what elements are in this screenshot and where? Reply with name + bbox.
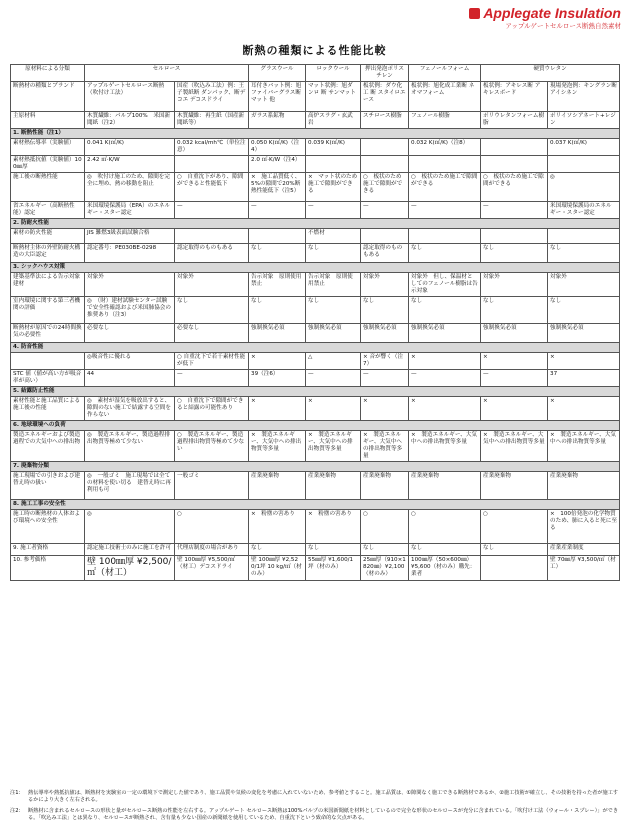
header-cell: 押出発泡ポリスチレン xyxy=(361,65,409,82)
table-cell: 産業廃棄物 xyxy=(361,472,409,500)
header-cell: マット状例：旭ダンロ 断 サンマット xyxy=(306,82,361,112)
section-row xyxy=(11,343,620,353)
table-cell: フェノール樹脂 xyxy=(409,112,481,129)
footnote xyxy=(10,808,619,822)
table-row xyxy=(11,370,620,387)
table-cell: 壁 100㎜厚 ¥5,500/㎡（材工）デコスドライ xyxy=(175,556,249,581)
table-cell: ○ 板状のため施工で隙間ができる xyxy=(409,173,481,202)
section-heading: 5. 結露防止性能 xyxy=(11,387,620,397)
header-row xyxy=(11,65,620,82)
table-row xyxy=(11,556,620,581)
section-heading: 7. 廃棄物分類 xyxy=(11,462,620,472)
table-cell: 米国環境保護局（EPA）のエネルギー・スター認定 xyxy=(85,202,175,219)
table-cell xyxy=(361,229,409,244)
table-cell: × xyxy=(481,397,548,421)
row-label: 施工現場での引きおよび建替え時の扱い xyxy=(11,472,85,500)
table-cell: × 施工品質低く、5%の隙間で20%断熱性能低下（注5） xyxy=(249,173,306,202)
header-cell: 板状例：アキレス断 アキレスボード xyxy=(481,82,548,112)
table-cell: 対象外 xyxy=(481,273,548,297)
table-cell: — xyxy=(361,370,409,387)
row-label xyxy=(11,353,85,370)
table-cell: ○ xyxy=(175,510,249,544)
table-cell: 高炉スラグ・玄武岩 xyxy=(306,112,361,129)
table-cell: 0.037 K(㎡/K) xyxy=(548,139,620,156)
table-cell: なし xyxy=(481,244,548,263)
table-row xyxy=(11,139,620,156)
table-cell: 強制換気必須 xyxy=(481,324,548,343)
table-cell: × xyxy=(548,353,620,370)
table-cell: — xyxy=(175,202,249,219)
table-cell: ◎ （財）建材試験センター試験で安全性確認および米国肺協会の推奨あり（注3） xyxy=(85,297,175,324)
header-cell: 現場発泡例：キングラン断 アイシネン xyxy=(548,82,620,112)
table-cell: ○ 板状のため施工で隙間ができる xyxy=(361,173,409,202)
table-cell: 対象外 但し、保温材としてのフェノール樹脂は告示対象 xyxy=(409,273,481,297)
table-cell: なし xyxy=(409,544,481,556)
row-label: 施工後の断熱性能 xyxy=(11,173,85,202)
table-cell: なし xyxy=(306,244,361,263)
table-cell: × 粉塵の害あり xyxy=(249,510,306,544)
table-cell: × xyxy=(409,397,481,421)
table-cell: ◎ xyxy=(85,510,175,544)
table-cell: — xyxy=(306,370,361,387)
brand-row xyxy=(11,82,620,112)
table-cell: 0.039 K(㎡/K) xyxy=(306,139,361,156)
table-cell: 告示対象 原則使用禁止 xyxy=(249,273,306,297)
header-cell: 原材料による分類 xyxy=(11,65,85,82)
table-cell: × 製造エネルギー、大気中への排出物質等多量 xyxy=(361,431,409,462)
row-label: 省エネルギー（高断熱性能）認定 xyxy=(11,202,85,219)
table-cell: 44 xyxy=(85,370,175,387)
table-cell: なし xyxy=(249,544,306,556)
table-cell xyxy=(481,229,548,244)
section-heading: 2. 防耐火性能 xyxy=(11,219,620,229)
brand-name: Applegate Insulation xyxy=(483,5,621,21)
footnote-text: 熱伝導率や熱抵抗値は、断熱材を実験室の一定の環境下で測定した値であり、施工品質や気候の変化を考慮に入れていないため、参考値とすること。施工品質は、①隙間なく施工できる断熱材であるか、②施工技術が確立し、その技術を持った者が施工するかにより大きく左右される。 xyxy=(28,790,619,803)
section-heading: 3. シックハウス対策 xyxy=(11,263,620,273)
header-cell: グラスウール xyxy=(249,65,306,82)
section-row xyxy=(11,500,620,510)
table-row xyxy=(11,244,620,263)
table-cell: △ xyxy=(306,353,361,370)
page-title: 断熱の種類による性能比較 xyxy=(242,44,387,57)
table-cell: × xyxy=(306,397,361,421)
table-cell: 強制換気必須 xyxy=(548,324,620,343)
table-row xyxy=(11,353,620,370)
table-row xyxy=(11,202,620,219)
table-cell: 2.42 ㎡·K/W xyxy=(85,156,175,173)
table-cell: 25㎜厚（910×1820㎜）¥2,100（材のみ） xyxy=(361,556,409,581)
table-cell: 0.050 K(㎡/K)（注4） xyxy=(249,139,306,156)
comparison-table xyxy=(10,64,620,581)
section-heading: 6. 地球環境への負荷 xyxy=(11,421,620,431)
table-cell: 木質繊維：再生紙（国産新聞紙等） xyxy=(175,112,249,129)
table-cell: ○ 自重沈下があり、隙間ができると性能低下 xyxy=(175,173,249,202)
row-label: 室内環境に関する第三者機関の評価 xyxy=(11,297,85,324)
table-cell: ○ 自重沈下で若干素材性能が低下 xyxy=(175,353,249,370)
table-cell: 対象外 xyxy=(361,273,409,297)
table-cell: 一般ゴミ xyxy=(175,472,249,500)
table-cell: 強制換気必須 xyxy=(409,324,481,343)
table-cell: ○ xyxy=(481,510,548,544)
table-cell xyxy=(409,229,481,244)
row-label: 建築基準法による告示対象建材 xyxy=(11,273,85,297)
table-cell: 壁 70㎜厚 ¥3,500/㎡（材工） xyxy=(548,556,620,581)
table-cell: 強制換気必須 xyxy=(249,324,306,343)
table-row xyxy=(11,112,620,129)
table-cell: × xyxy=(249,353,306,370)
table-cell: なし xyxy=(361,297,409,324)
section-row xyxy=(11,387,620,397)
table-cell xyxy=(361,156,409,173)
table-cell xyxy=(409,156,481,173)
table-cell: 55㎜厚 ¥1,600/1坪（材のみ） xyxy=(306,556,361,581)
table-cell: 産業廃棄物 xyxy=(548,472,620,500)
header-cell: 硬質ウレタン xyxy=(481,65,620,82)
footnote xyxy=(10,790,619,804)
table-cell: × 製造エネルギー、大気中への排出物質等多量 xyxy=(481,431,548,462)
table-row xyxy=(11,273,620,297)
table-cell xyxy=(175,229,249,244)
table-cell: — xyxy=(409,202,481,219)
row-label: 断熱材が原因での24時間換気の必要性 xyxy=(11,324,85,343)
footnote-label: 注2： xyxy=(10,808,24,814)
row-label: 製造エネルギーおよび製造過程での大気中への排出物 xyxy=(11,431,85,462)
table-cell: ○ xyxy=(361,510,409,544)
footnote-text: 断熱材に含まれるセルロースの形状と量がセルロース断熱の性能を左右する。アップルゲート セルロース断熱は100%パルプの米国新聞紙を材料としているので完全な形状のセルロースが充分に含まれている。「吹付け工法（ウォール・スプレー）」ができる。「吹込み工法」とは異なり、セルロースが断熱され、含有量も少ない国産の新聞紙を使用しているため、自重沈下という致命的な欠点がある。 xyxy=(28,808,619,821)
table-cell: 産業廃棄物 xyxy=(481,472,548,500)
header-cell: 断熱材の種類とブランド xyxy=(11,82,85,112)
table-row xyxy=(11,510,620,544)
table-cell: 認定番号：PE030BE-0298 xyxy=(85,244,175,263)
table-cell: × xyxy=(548,397,620,421)
table-cell: 米国環境保護局のエネルギー・スター認定 xyxy=(548,202,620,219)
table-cell xyxy=(249,229,306,244)
section-row xyxy=(11,462,620,472)
row-label: 素材熱抵抗値（実験値）100㎜厚 xyxy=(11,156,85,173)
table-cell: なし xyxy=(306,544,361,556)
table-cell: ◎ 素材が湿気を吸放出すると、隙間のない施工で結露する空間を作らない xyxy=(85,397,175,421)
table-cell: 100㎜厚（50×600㎜）¥5,600（材のみ）購先：業者 xyxy=(409,556,481,581)
table-cell: 37 xyxy=(548,370,620,387)
table-row xyxy=(11,431,620,462)
table-cell: ○ 板状のため施工で隙間ができる xyxy=(481,173,548,202)
row-label: 素材熱伝導率（実験値） xyxy=(11,139,85,156)
table-cell: 必要なし xyxy=(85,324,175,343)
footnotes xyxy=(10,790,619,826)
section-heading: 8. 施工工事の安全性 xyxy=(11,500,620,510)
table-cell: 対象外 xyxy=(175,273,249,297)
header-cell: ロックウール xyxy=(306,65,361,82)
footnote-label: 注1： xyxy=(10,790,24,796)
table-cell xyxy=(548,229,620,244)
table-cell: 産業廃棄物 xyxy=(306,472,361,500)
table-cell: — xyxy=(481,202,548,219)
section-row xyxy=(11,263,620,273)
table-cell: ○ xyxy=(409,510,481,544)
table-cell: 産業廃棄物 xyxy=(249,472,306,500)
header-cell: セルロース xyxy=(85,65,249,82)
table-cell: 産業廃棄物 xyxy=(409,472,481,500)
table-cell: 壁 100㎜厚 ¥2,520/1坪 10 kg/㎡（材のみ） xyxy=(249,556,306,581)
table-row xyxy=(11,397,620,421)
table-cell: — xyxy=(361,202,409,219)
table-cell: — xyxy=(409,370,481,387)
table-cell: × xyxy=(361,397,409,421)
header-cell: 国産（吹込み工法）例：王子製紙断 ダンパック、断デコエ デコスドライ xyxy=(175,82,249,112)
brand-mark-icon xyxy=(469,8,480,19)
table-cell: なし xyxy=(361,544,409,556)
table-cell: 0.041 K(㎡/K) xyxy=(85,139,175,156)
table-cell: なし xyxy=(548,297,620,324)
table-cell: ○ 自重沈下で隙間ができると結露の可能性あり xyxy=(175,397,249,421)
table-row xyxy=(11,472,620,500)
table-cell xyxy=(548,156,620,173)
section-heading: 1. 断熱性能（注1） xyxy=(11,129,620,139)
table-cell: 認定取得のものもある xyxy=(361,244,409,263)
table-cell: 対象外 xyxy=(85,273,175,297)
table-cell: 39（注6） xyxy=(249,370,306,387)
table-cell: × 粉塵の害あり xyxy=(306,510,361,544)
table-cell: なし xyxy=(481,297,548,324)
row-label: 10. 参考価格 xyxy=(11,556,85,581)
header-cell: 板状例：旭化成工業断 ネオマフォーム xyxy=(409,82,481,112)
table-cell xyxy=(481,556,548,581)
table-cell: × xyxy=(481,353,548,370)
table-cell: 0.032 kcal/mh℃（単位注意） xyxy=(175,139,249,156)
table-cell: — xyxy=(481,370,548,387)
section-row xyxy=(11,421,620,431)
table-cell: × 製造エネルギー、大気中への排出物質等多量 xyxy=(548,431,620,462)
table-cell: ポリイソシアネート+レジン xyxy=(548,112,620,129)
table-cell: ◎ 製造エネルギー、製造過程排出物質等極めて少ない xyxy=(85,431,175,462)
row-label: 主原材料 xyxy=(11,112,85,129)
table-cell: × 製造エネルギー、大気中への排出物質等多量 xyxy=(409,431,481,462)
table-cell: なし xyxy=(481,544,548,556)
table-cell: — xyxy=(306,202,361,219)
row-label: 9. 施工者資格 xyxy=(11,544,85,556)
table-cell: ◎ xyxy=(548,173,620,202)
row-label: STC 値（値が高い方が吸音率が高い） xyxy=(11,370,85,387)
table-cell: 対象外 xyxy=(548,273,620,297)
table-cell: 不燃材 xyxy=(306,229,361,244)
table-cell: × xyxy=(409,353,481,370)
table-cell: ガラス系鉱物 xyxy=(249,112,306,129)
table-cell: × xyxy=(249,397,306,421)
table-cell: なし xyxy=(249,244,306,263)
table-cell: JIS 難燃3級表面試験合格 xyxy=(85,229,175,244)
table-cell: なし xyxy=(409,297,481,324)
table-row xyxy=(11,324,620,343)
table-cell: × 100倍発泡の化学物質のため、肺に入ると死に至る xyxy=(548,510,620,544)
table-cell: 代理店制度の場合があり xyxy=(175,544,249,556)
table-cell: 木質繊維：パルプ100% 米国新聞紙（注2） xyxy=(85,112,175,129)
table-cell: ◎ 一般ゴミ 施工現場では全ての材料を使い切る 建替え時に再利用も可 xyxy=(85,472,175,500)
row-label: 断熱材主体の外壁防耐火構造の大臣認定 xyxy=(11,244,85,263)
table-cell: — xyxy=(175,370,249,387)
header-cell: フェノールフォーム xyxy=(409,65,481,82)
table-cell: — xyxy=(249,202,306,219)
table-cell: 告示対象 原則使用禁止 xyxy=(306,273,361,297)
table-cell: 認定取得のものもある xyxy=(175,244,249,263)
table-cell: 0.032 K(㎡/K)（注8） xyxy=(409,139,481,156)
row-label: 素材の防火性能 xyxy=(11,229,85,244)
brand-tagline: アップルゲートセルロース断熱自然素材 xyxy=(505,22,621,30)
table-cell: ポリウレタンフォーム樹脂 xyxy=(481,112,548,129)
table-row xyxy=(11,156,620,173)
table-cell xyxy=(361,139,409,156)
table-cell: 強制換気必須 xyxy=(306,324,361,343)
table-cell: 壁 100㎜厚 ¥2,500/㎡（材工） xyxy=(85,556,175,581)
header-cell: アップルゲートセルロース断熱（吹付け工法） xyxy=(85,82,175,112)
table-row xyxy=(11,544,620,556)
table-cell: なし xyxy=(175,297,249,324)
table-cell: なし xyxy=(548,244,620,263)
table-row xyxy=(11,297,620,324)
table-cell: × マット状のため施工で隙間ができる xyxy=(306,173,361,202)
table-cell: 産業産業制度 xyxy=(548,544,620,556)
table-cell: × 製造エネルギー、大気中への排出物質等多量 xyxy=(306,431,361,462)
table-cell: スチロース樹脂 xyxy=(361,112,409,129)
section-row xyxy=(11,219,620,229)
table-cell: × 製造エネルギー、大気中への排出物質等多量 xyxy=(249,431,306,462)
table-cell: 2.0 ㎡·K/W（注4） xyxy=(249,156,306,173)
header-cell: 板状例：ダウ化工 断 スタイロエース xyxy=(361,82,409,112)
row-label: 施工時の断熱材の人体および環境への安全性 xyxy=(11,510,85,544)
table-cell: 強制換気必須 xyxy=(361,324,409,343)
section-heading: 4. 防音性能 xyxy=(11,343,620,353)
section-row xyxy=(11,129,620,139)
table-cell xyxy=(175,156,249,173)
table-cell: ○ 製造エネルギー、製造過程排出物質等極めて少ない xyxy=(175,431,249,462)
table-cell xyxy=(306,156,361,173)
header-cell: 耳付きバット例：旭ファイバーグラス断 マット 他 xyxy=(249,82,306,112)
table-cell: 必要なし xyxy=(175,324,249,343)
table-cell xyxy=(481,139,548,156)
brand-logo xyxy=(469,6,621,30)
table-cell: ◎ 吹付け施工のため、隙間を完全に埋め、熱の移動を阻止 xyxy=(85,173,175,202)
table-cell xyxy=(481,156,548,173)
table-cell: 認定施工技術士のみに施工を許可 xyxy=(85,544,175,556)
table-row xyxy=(11,229,620,244)
table-cell: ◎吸音性に優れる xyxy=(85,353,175,370)
row-label: 素材性能と施工品質による施工後の性能 xyxy=(11,397,85,421)
table-cell: × 音が響く（注7） xyxy=(361,353,409,370)
table-cell: なし xyxy=(306,297,361,324)
table-cell: なし xyxy=(409,244,481,263)
table-cell: なし xyxy=(249,297,306,324)
table-row xyxy=(11,173,620,202)
